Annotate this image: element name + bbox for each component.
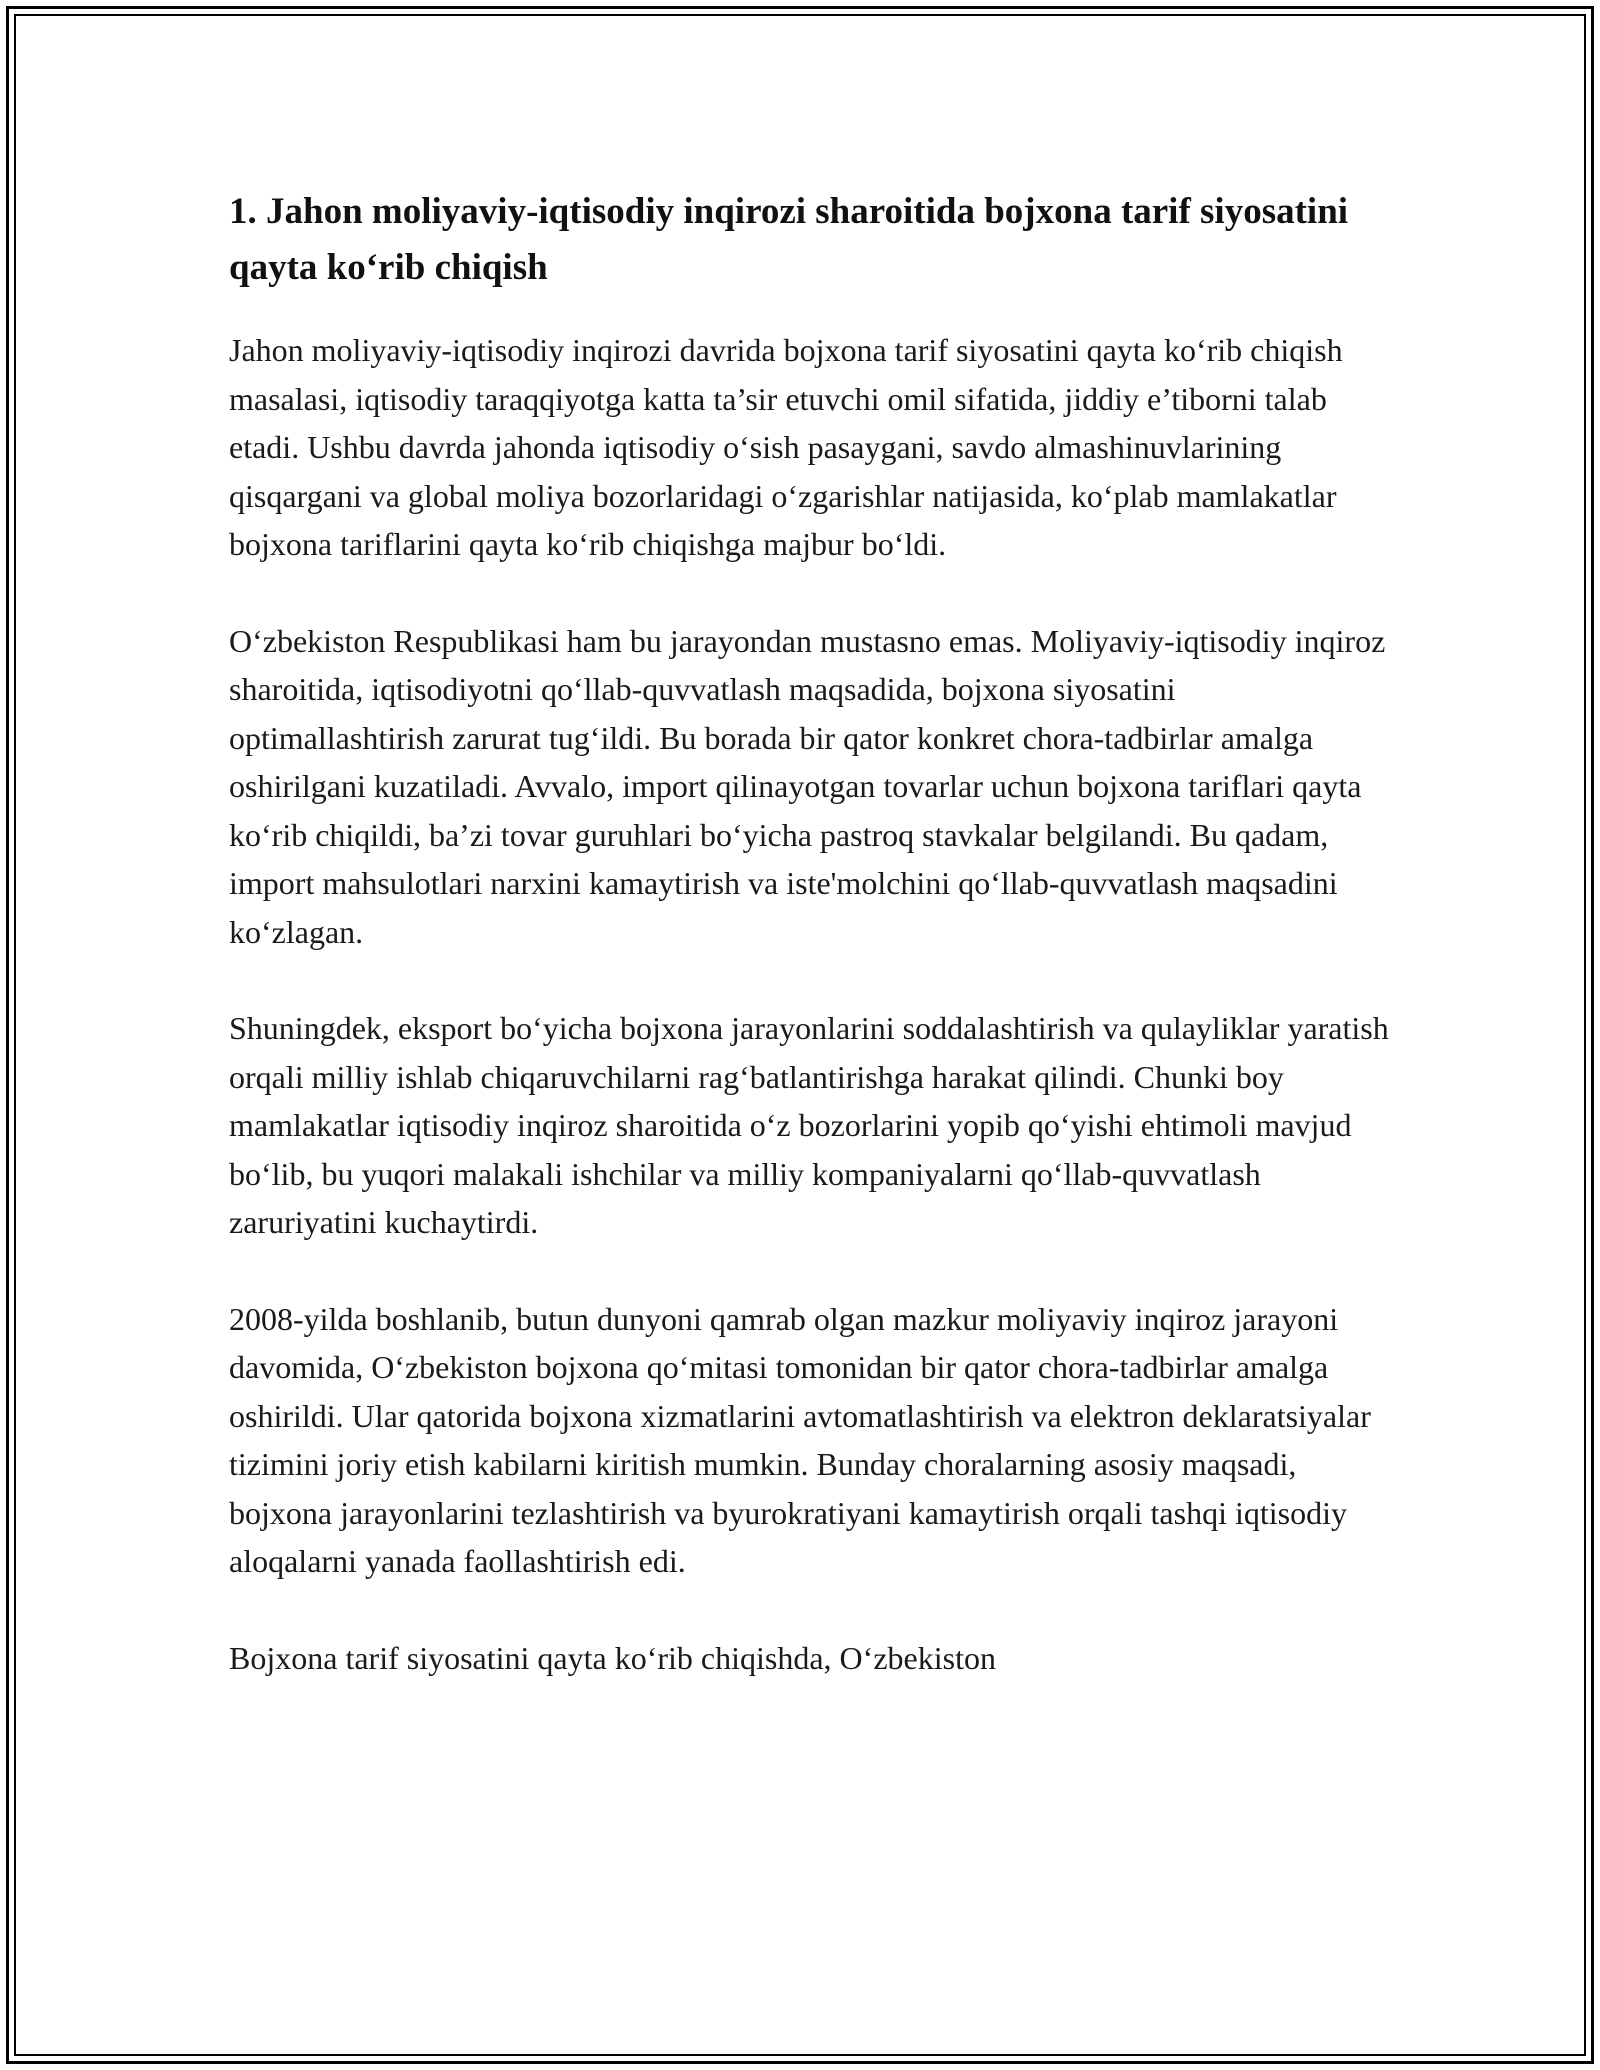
section-heading: 1. Jahon moliyaviy-iqtisodiy inqirozi sharoitida bojxona tarif siyosatini qayta ko‘rib chiqish	[229, 191, 1349, 288]
paragraph-3: Shuningdek, eksport bo‘yicha bojxona jarayonlarini soddalashtirish va qulayliklar yaratish orqali milliy ishlab chiqaruvchilarni rag‘batlantirishga harakat qilindi. Chunki boy mamlakatlar iqtisodiy inqiroz sharoitida o‘z bozorlarini yopib qo‘yishi ehtimoli mavjud bo‘lib, bu yuqori malakali ishchilar va milliy kompaniyalarni qo‘llab-quvvatlash zaruriyatini kuchaytirdi.	[229, 1010, 1389, 1240]
paragraph-1: Jahon moliyaviy-iqtisodiy inqirozi davrida bojxona tarif siyosatini qayta ko‘rib chiqish masalasi, iqtisodiy taraqqiyotga katta ta’sir etuvchi omil sifatida, jiddiy e’tiborni talab etadi. Ushbu davrda jahonda iqtisodiy o‘sish pasaygani, savdo almashinuvlarining qisqargani va global moliya bozorlaridagi o‘zgarishlar natijasida, ko‘plab mamlakatlar bojxona tariflarini qayta ko‘rib chiqishga majbur bo‘ldi.	[229, 332, 1343, 562]
document-body	[229, 184, 1389, 1730]
paragraph-5: Bojxona tarif siyosatini qayta ko‘rib chiqishda, O‘zbekiston	[229, 1639, 996, 1676]
paragraph-2: O‘zbekiston Respublikasi ham bu jarayondan mustasno emas. Moliyaviy-iqtisodiy inqiroz sharoitida, iqtisodiyotni qo‘llab-quvvatlash maqsadida, bojxona siyosatini optimallashtirish zarurat tug‘ildi. Bu borada bir qator konkret chora-tadbirlar amalga oshirilgani kuzatiladi. Avvalo, import qilinayotgan tovarlar uchun bojxona tariflari qayta ko‘rib chiqildi, ba’zi tovar guruhlari bo‘yicha pastroq stavkalar belgilandi. Bu qadam, import mahsulotlari narxini kamaytirish va iste'molchini qo‘llab-quvvatlash maqsadini ko‘zlagan.	[229, 622, 1386, 950]
paragraph-4: 2008-yilda boshlanib, butun dunyoni qamrab olgan mazkur moliyaviy inqiroz jarayoni davomida, O‘zbekiston bojxona qo‘mitasi tomonidan bir qator chora-tadbirlar amalga oshirildi. Ular qatorida bojxona xizmatlarini avtomatlashtirish va elektron deklaratsiyalar tizimini joriy etish kabilarni kiritish mumkin. Bunday choralarning asosiy maqsadi, bojxona jarayonlarini tezlashtirish va byurokratiyani kamaytirish orqali tashqi iqtisodiy aloqalarni yanada faollashtirish edi.	[229, 1300, 1371, 1579]
